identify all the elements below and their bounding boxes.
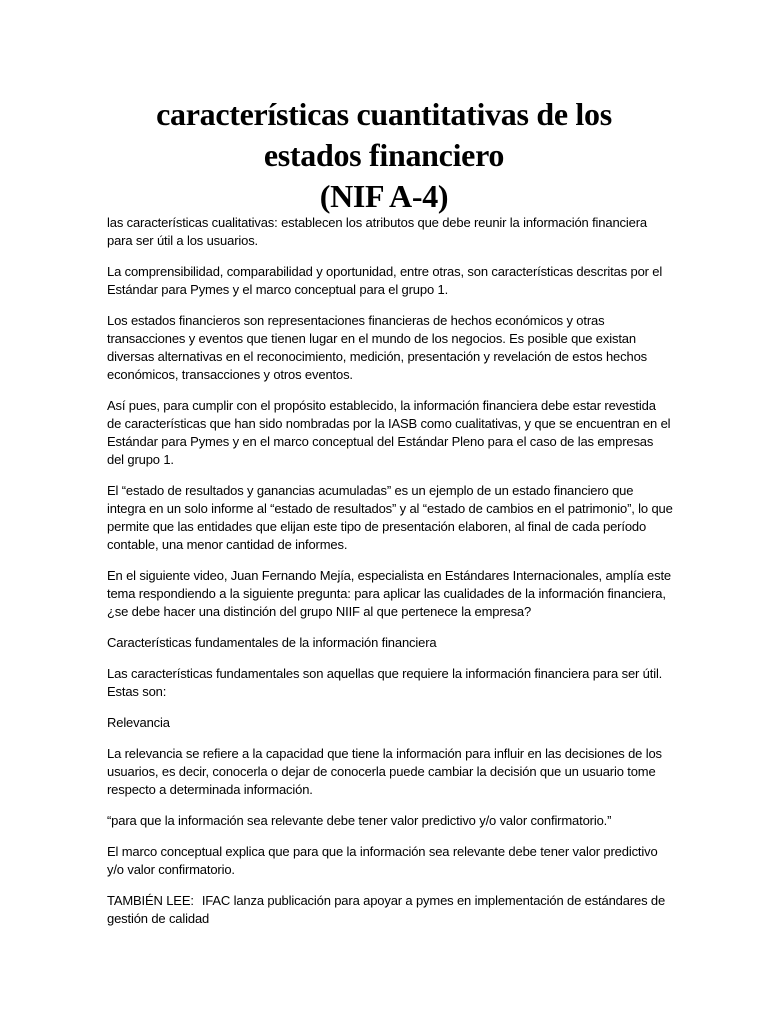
document-body [107,214,673,941]
paragraph-video: En el siguiente video, Juan Fernando Mejía, especialista en Estándares Internacionales, amplía este tema respondiendo a la siguiente pregunta: para aplicar las cualidades de la información financiera, ¿se debe hacer una distinción del grupo NIIF al que pertenece la empresa? [107,568,671,619]
paragraph-relevance: La relevancia se refiere a la capacidad que tiene la información para influir en las decisiones de los usuarios, es decir, conocerla o dejar de conocerla puede cambiar la decisión que un usuario tome respecto a determinada información. [107,746,662,797]
also-read-label: TAMBIÉN LEE: [107,893,194,908]
paragraph-comprehensibility: La comprensibilidad, comparabilidad y oportunidad, entre otras, son características descritas por el Estándar para Pymes y el marco conceptual para el grupo 1. [107,264,663,297]
title-line-3: (NIF A-4) [319,178,449,214]
paragraph-income-statement: El “estado de resultados y ganancias acumuladas” es un ejemplo de un estado financiero que integra en un solo informe al “estado de resultados” y al “estado de cambios en el patrimonio”, lo que permite que las entidades que elijan este tipo de presentación elaboren, al final de cada período contable, una menor cantidad de informes. [107,483,673,552]
paragraph-iasb: Así pues, para cumplir con el propósito establecido, la información financiera debe estar revestida de características que han sido nombradas por la IASB como cualitativas, y que se encuentran en el Estándar para Pymes y en el marco conceptual del Estándar Pleno para el caso de las empresas del grupo 1. [107,398,671,467]
title-line-1: características cuantitativas de los [156,96,612,132]
document-title [60,94,708,217]
also-read-text: IFAC lanza publicación para apoyar a pymes en implementación de estándares de gestión de calidad [107,893,666,926]
quote-relevance: “para que la información sea relevante debe tener valor predictivo y/o valor confirmatorio.” [107,813,612,828]
heading-fundamentals: Características fundamentales de la información financiera [107,635,437,650]
heading-relevance: Relevancia [107,715,170,730]
paragraph-qualitative: las características cualitativas: establecen los atributos que debe reunir la información financiera para ser útil a los usuarios. [107,215,647,248]
paragraph-framework: El marco conceptual explica que para que la información sea relevante debe tener valor predictivo y/o valor confirmatorio. [107,844,658,877]
title-line-2: estados financiero [263,137,505,173]
also-read [107,892,673,928]
paragraph-fundamentals-intro: Las características fundamentales son aquellas que requiere la información financiera para ser útil. Estas son: [107,666,663,699]
paragraph-financial-statements: Los estados financieros son representaciones financieras de hechos económicos y otras transacciones y eventos que tienen lugar en el mundo de los negocios. Es posible que existan diversas alternativas en el reconocimiento, medición, presentación y revelación de estos hechos económicos, transacciones y otros eventos. [107,313,647,382]
